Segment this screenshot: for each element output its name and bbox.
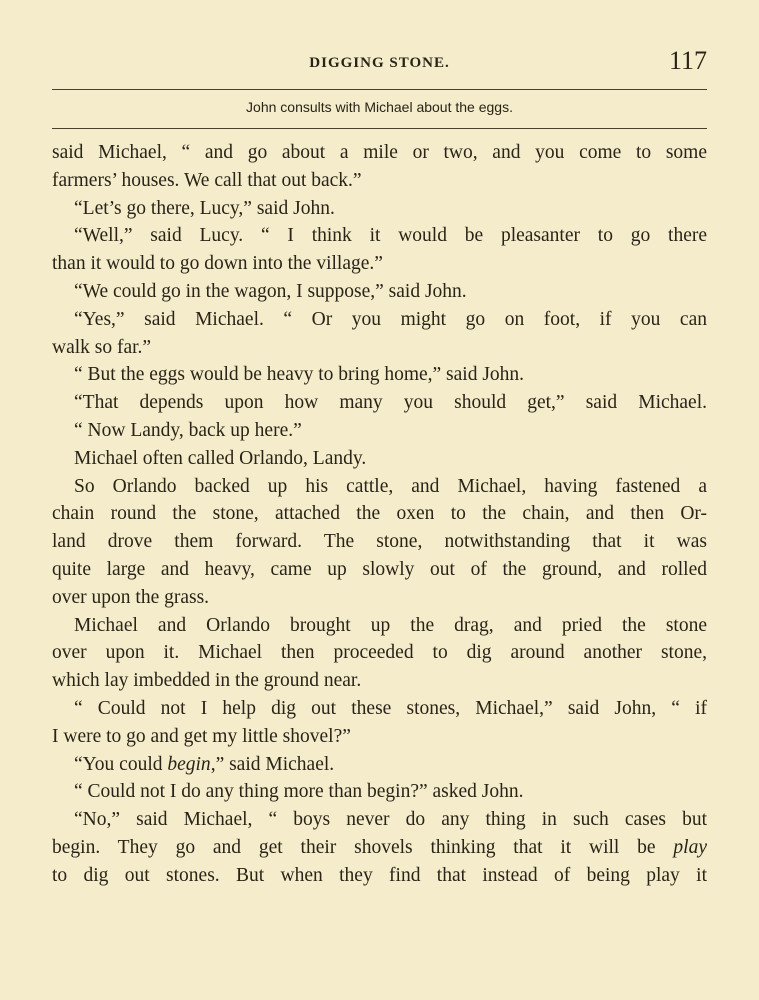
text-line: “Well,” said Lucy. “ I think it would be pleasanter to go there bbox=[74, 225, 707, 247]
text-line: “Let’s go there, Lucy,” said John. bbox=[74, 197, 335, 219]
text-line: Michael and Orlando brought up the drag, and pried the stone bbox=[74, 614, 707, 636]
text-line: “You could begin,” said Michael. bbox=[74, 753, 335, 775]
text-line: to dig out stones. But when they find that instead of being play it bbox=[52, 864, 707, 886]
text-line: chain round the stone, attached the oxen to the chain, and then Or- bbox=[52, 503, 707, 525]
text-line: walk so far.” bbox=[52, 336, 152, 358]
text-line: farmers’ houses. We call that out back.” bbox=[52, 169, 362, 191]
text-line: I were to go and get my little shovel?” bbox=[52, 725, 351, 747]
text-line: “ Could not I help dig out these stones, Michael,” said John, “ if bbox=[74, 697, 707, 719]
text-line: over upon the grass. bbox=[52, 586, 210, 608]
text-line: “Yes,” said Michael. “ Or you might go on foot, if you can bbox=[74, 308, 707, 330]
text-line: “ But the eggs would be heavy to bring home,” said John. bbox=[74, 364, 525, 386]
body-text bbox=[52, 139, 707, 890]
section-subtitle: John consults with Michael about the eggs. bbox=[246, 99, 513, 115]
text-line: Michael often called Orlando, Landy. bbox=[74, 447, 367, 469]
text-line: “ Could not I do any thing more than begin?” asked John. bbox=[74, 781, 524, 803]
text-line: than it would to go down into the village.” bbox=[52, 253, 383, 275]
page-header bbox=[52, 44, 707, 84]
page-number: 117 bbox=[668, 46, 707, 75]
text-line: So Orlando backed up his cattle, and Michael, having fastened a bbox=[74, 475, 707, 497]
text-line: “No,” said Michael, “ boys never do any thing in such cases but bbox=[74, 809, 707, 831]
text-line: over upon it. Michael then proceeded to dig around another stone, bbox=[52, 642, 707, 664]
text-line: land drove them forward. The stone, notwithstanding that it was bbox=[52, 531, 707, 553]
text-line: which lay imbedded in the ground near. bbox=[52, 670, 362, 692]
text-line: quite large and heavy, came up slowly out of the ground, and rolled bbox=[52, 558, 707, 580]
header-rule-top bbox=[52, 89, 707, 90]
running-title: DIGGING STONE. bbox=[309, 55, 450, 71]
header-rule-bottom bbox=[52, 128, 707, 129]
text-line: “That depends upon how many you should get,” said Michael. bbox=[74, 392, 707, 414]
text-line: begin. They go and get their shovels thinking that it will be play bbox=[52, 836, 707, 858]
text-line: “ Now Landy, back up here.” bbox=[74, 419, 302, 441]
text-line: said Michael, “ and go about a mile or two, and you come to some bbox=[52, 142, 707, 163]
text-line: “We could go in the wagon, I suppose,” said John. bbox=[74, 280, 467, 302]
